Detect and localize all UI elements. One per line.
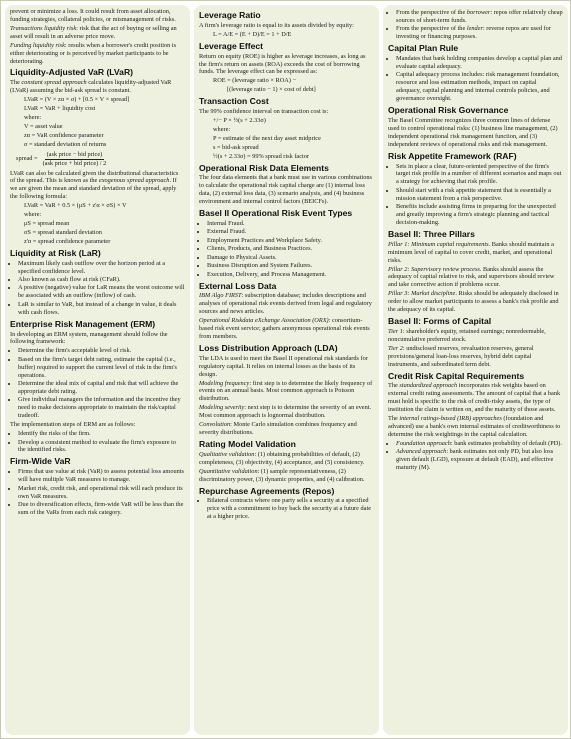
tier-1-term: Tier 1 — [388, 327, 403, 335]
crc-list — [388, 440, 563, 472]
lar-heading: Liquidity at Risk (LaR) — [10, 247, 101, 258]
list-item: • Sets in place a clear, future-oriented perspective of the firm's target risk profile in a number of different scenarios and maps out a strategy for achieving that risk profile. — [396, 163, 563, 187]
rmv-ql-def: : (1) obtaining probabilities of default, (2) completeness, (3) objectivity, (4) acceptance, and (5) consistency. — [199, 450, 365, 466]
rmv-qualitative — [199, 451, 374, 467]
list-item: • Based on the firm's target debt rating, estimate the capital (i.e., buffer) required to support the current level of risk in the firm's operations. — [18, 356, 185, 380]
tc-where: where: — [213, 125, 231, 133]
list-item: • Execution, Delivery, and Process Management. — [207, 271, 374, 279]
lvar-equation-3: LVaR = VaR + 0.5 × (μS + z'α × σS) × V — [24, 202, 127, 210]
list-item: • Should start with a risk appetite statement that is essentially a mission statement from a risk perspective. — [396, 187, 563, 203]
tier-2-term: Tier 2 — [388, 344, 403, 352]
spread-formula — [10, 151, 185, 168]
flr-paragraph — [10, 42, 185, 66]
list-item: • Clients, Products, and Business Practices. — [207, 245, 374, 253]
tlr-paragraph — [10, 25, 185, 41]
tc-def-2: s = bid-ask spread — [213, 143, 259, 151]
spread-numerator: (ask price − bid price) — [46, 150, 103, 158]
lda-convolution — [199, 421, 374, 437]
transaction-cost-text: The 99% confidence interval on transaction cost is: — [199, 108, 329, 116]
leverage-effect-equation-2: [(leverage ratio − 1) × cost of debt] — [227, 86, 316, 94]
repo-term: borrower — [466, 9, 491, 16]
cpr-list — [388, 55, 563, 103]
list-item: • Employment Practices and Workplace Safety. — [207, 237, 374, 245]
lvar-paragraph-1 — [10, 79, 185, 95]
tier-1-def: : shareholder's equity, retained earnings; nonredeemable, noncumulative preferred stock. — [388, 327, 546, 343]
org-heading: Operational Risk Governance — [388, 105, 509, 116]
pillar-2-def: . Banks should assess the adequacy of capital relative to risk, and supervisors should review and take corrective action if problems occur. — [388, 265, 555, 289]
tier-1 — [388, 328, 563, 344]
list-item: • Determine the firm's acceptable level of risk. — [18, 347, 185, 355]
lda-cv-term: Convolution — [199, 421, 231, 429]
basel2-events-list — [199, 220, 374, 278]
eld-paragraph-2 — [199, 317, 374, 341]
eld-p1-term: IBM Algo FIRST — [199, 292, 242, 300]
forms-of-capital-heading: Basel II: Forms of Capital — [388, 316, 492, 327]
pillar-1 — [388, 241, 563, 265]
def-za: zα = VaR confidence parameter — [24, 131, 104, 139]
crc-p1-a: The — [388, 382, 400, 390]
lvar-paragraph-2 — [10, 170, 185, 202]
pillar-3 — [388, 290, 563, 314]
erm-intro: In developing an ERM system, management should follow the following framework: — [10, 330, 168, 346]
raf-heading: Risk Appetite Framework (RAF) — [388, 150, 517, 161]
list-item — [396, 25, 563, 41]
repo-list — [199, 497, 374, 521]
where-label-1: where: — [24, 114, 42, 122]
pillar-2-term: Pillar 2: Supervisory review process — [388, 265, 480, 273]
erm-impl: The implementation steps of ERM are as follows: — [10, 421, 136, 429]
list-item: • Firms that use value at risk (VaR) to assess potential loss amounts will have multiple VaR measures to manage. — [18, 468, 185, 484]
repo-pre: From the perspective of the — [396, 25, 467, 33]
crc-p1-term: standardized approach — [399, 382, 458, 390]
list-item: • Internal Fraud. — [207, 220, 374, 228]
lvar-p2-b: . If we are given the mean and standard deviation of the spread, apply the following formula: — [10, 177, 177, 201]
spread-lhs: spread = — [16, 155, 38, 163]
ord-text: The four data elements that a bank must use in various combinations to calculate the operational risk capital charge are (1) internal loss data, (2) external loss data, (3) scenario analysis, and (4) business environment and internal control factors (BEICFs). — [199, 174, 372, 206]
def-v: V = asset value — [24, 122, 63, 130]
crc-p1-b: incorporates risk weights based on external credit rating assessments. The amount of capital that a bank must hold is specific to the risk of credit-risky assets, the type of institution the claim is written on, and the maturity of those assets. — [388, 382, 561, 414]
lda-ms-term: Modeling severity — [199, 404, 245, 412]
rmv-qn-term: Quantitative validation — [199, 467, 258, 475]
list-item: • Capital adequacy process includes: risk management foundation, resource and loss estimation methods, impact on capital adequacy, capital planning and internal controls policies, and governance oversight. — [396, 71, 563, 103]
list-item: • External Fraud. — [207, 228, 374, 236]
list-item: • Also known as cash flow at risk (CFaR). — [18, 276, 185, 284]
def-zpa: z'α = spread confidence parameter — [24, 237, 111, 245]
erm-impl-list — [10, 430, 185, 454]
crc-item-term: Foundation approach — [396, 439, 451, 447]
lar-list — [10, 260, 185, 317]
def-mus: μS = spread mean — [24, 220, 70, 228]
lvar-p1-term: constant spread approach — [21, 79, 87, 87]
repo-pre: From the perspective of the — [396, 9, 467, 16]
eld-p1-def: : subscription database; includes descriptions and analyses of operational risk events derived from legal and regulatory sources and news articles. — [199, 292, 372, 316]
eld-heading: External Loss Data — [199, 280, 277, 291]
column-2 — [194, 5, 379, 735]
lda-mf-def: : first step is to determine the likely frequency of events on an annual basis. Most common approach is Poisson distribution. — [199, 379, 373, 403]
crc-p2-a: The — [388, 415, 400, 423]
repo-term: lender — [466, 25, 483, 33]
tc-def-1: P = estimate of the next day asset midprice — [213, 134, 321, 142]
lvar-equation-1: LVaR = (V × zα × σ) + [0.5 × V × spread] — [24, 96, 130, 104]
eld-p2-def: : consortium-based risk event service; gathers anonymous operational risk events from members. — [199, 317, 370, 340]
lvar-p2-a: LVaR can also be calculated given the distributional characteristics of the spread. This is known as the — [10, 169, 179, 185]
list-item — [396, 440, 563, 448]
list-item: • Develop a consistent method to evaluate the firm's exposure to the identified risks. — [18, 439, 185, 455]
crc-item-term: Advanced approach — [396, 448, 447, 456]
list-item: • Determine the ideal mix of capital and risk that will achieve the appropriate debt rating. — [18, 380, 185, 396]
flr-def: : results when a borrower's credit position is either deteriorating or is perceived by market participants to be deteriorating. — [10, 41, 177, 65]
cpr-heading: Capital Plan Rule — [388, 43, 459, 54]
spread-fraction — [41, 151, 109, 168]
three-pillars-heading: Basel II: Three Pillars — [388, 228, 475, 239]
raf-list — [388, 163, 563, 227]
lda-text: The LDA is used to meet the Basel II operational risk standards for regulatory capital. It relies on internal losses as the basis of its design. — [199, 354, 368, 378]
rmv-heading: Rating Model Validation — [199, 439, 296, 449]
list-item: • LaR is similar to VaR, but instead of a change in value, it deals with cash flows. — [18, 301, 185, 317]
list-item: • Identify the risks of the firm. — [18, 430, 185, 438]
eld-paragraph-1 — [199, 292, 374, 316]
eld-p2-term: Operational Riskdata eXchange Association (ORX) — [199, 317, 329, 325]
lda-heading: Loss Distribution Approach (LDA) — [199, 342, 338, 353]
rmv-quantitative — [199, 468, 374, 484]
tlr-def: : risk that the act of buying or selling an asset will result in an adverse price move. — [10, 24, 177, 40]
lvar-p2-term: exogenous spread approach — [98, 177, 170, 185]
list-item — [396, 9, 563, 25]
where-label-2: where: — [24, 211, 42, 219]
crc-heading: Credit Risk Capital Requirements — [388, 370, 525, 381]
tier-2-def: : undisclosed reserves, revaluation reserves, general provisions/general loan-loss reserves, hybrid debt capital instruments, and subordinated term debt. — [388, 344, 534, 368]
list-item: • Maximum likely cash outflow over the horizon period at a specified confidence level. — [18, 260, 185, 276]
rmv-ql-term: Qualitative validation — [199, 450, 255, 458]
leverage-effect-text: Return on equity (ROE) is higher as leverage increases, as long as the firm's return on assets (ROA) exceeds the cost of borrowing funds. The leverage effect can be expressed as: — [199, 52, 366, 76]
pillar-2 — [388, 266, 563, 290]
ord-heading: Operational Risk Data Elements — [199, 162, 329, 173]
leverage-ratio-text: A firm's leverage ratio is equal to its assets divided by equity: — [199, 21, 354, 29]
list-item: • Mandates that bank holding companies develop a capital plan and evaluate capital adequacy. — [396, 55, 563, 71]
erm-list — [10, 347, 185, 420]
list-item: • Bilateral contracts where one party sells a security at a specified price with a commitment to buy back the security at a future date at a higher price. — [207, 497, 374, 521]
column-1 — [5, 5, 190, 735]
flr-term: Funding liquidity risk — [10, 41, 65, 49]
repo-list-continued — [388, 9, 563, 41]
lda-mf-term: Modeling frequency — [199, 379, 250, 387]
lda-frequency — [199, 380, 374, 404]
column-3 — [383, 5, 568, 735]
crc-item-def: : bank estimates probability of default (PD). — [450, 439, 562, 447]
list-item: • A positive (negative) value for LaR means the worst outcome will be associated with an outflow (inflow) of cash. — [18, 284, 185, 300]
lvar-p1-a: The — [10, 79, 22, 87]
list-item: • Market risk, credit risk, and operational risk will each produce its own VaR measures. — [18, 485, 185, 501]
lda-ms-def: : next step is to determine the severity of an event. Most common approach is lognormal distribution. — [199, 404, 372, 420]
pillar-3-term: Pillar 3: Market discipline — [388, 290, 456, 298]
pillar-3-def: . Risks should be adequately disclosed in order to allow market participants to assess a bank's risk profile and the adequacy of its capital. — [388, 290, 559, 314]
list-item: • Damage to Physical Assets. — [207, 254, 374, 262]
list-item: • Benefits include assisting firms in preparing for the unexpected and greatly improving a firm's strategic planning and tactical decision-making. — [396, 203, 563, 227]
repo-post: : reverse repos are used for investing or financing purposes. — [396, 25, 551, 41]
rmv-qn-def: : (1) sample representativeness, (2) discriminatory power, (3) dynamic properties, and (4) calibration. — [199, 467, 365, 483]
basel2-events-heading: Basel II Operational Risk Event Types — [199, 208, 353, 219]
lda-cv-def: : Monte Carlo simulation combines frequency and severity distributions. — [199, 421, 357, 437]
tlr-term: Transactions liquidity risk — [10, 24, 77, 32]
list-item — [396, 448, 563, 472]
leverage-effect-equation-1: ROE = (leverage ratio × ROA) − — [213, 77, 297, 85]
tc-def-3: ½(s + 2.33σ) = 99% spread risk factor — [213, 152, 310, 160]
erm-heading: Enterprise Risk Management (ERM) — [10, 318, 156, 329]
org-text: The Basel Committee recognizes three common lines of defense used to control operational risks: (1) business line management, (2) independent operational risk management function, and (3) independent reviews of operational risks and risk management. — [388, 116, 558, 148]
crc-paragraph-1 — [388, 382, 563, 414]
list-item: • Give individual managers the information and the incentive they need to make decisions appropriate to maintain the risk/capital tradeoff. — [18, 396, 185, 420]
list-item: • Business Disruption and System Failures. — [207, 262, 374, 270]
spread-denominator: (ask price + bid price) / 2 — [42, 159, 107, 167]
def-sigma: σ = standard deviation of returns — [24, 140, 107, 148]
tier-2 — [388, 345, 563, 369]
crc-p2-b: (foundation and advanced) use a bank's own internal estimates of creditworthiness to determine the risk weightings in the capital calculation. — [388, 415, 561, 438]
leverage-ratio-heading: Leverage Ratio — [199, 10, 261, 20]
transaction-cost-equation: +/− P × ½(s + 2.33σ) — [213, 117, 266, 124]
pillar-1-def: . Banks should maintain a minimum level of capital to cover credit, market, and operational risks. — [388, 240, 554, 264]
lda-severity — [199, 404, 374, 420]
lvar-equation-2: LVaR = VaR + liquidity cost — [24, 105, 96, 113]
crc-p2-term: internal ratings-based (IRB) approaches — [399, 415, 502, 423]
intro-text: prevent or minimize a loss. It could result from asset allocation, funding strategies, collateral policies, or mismanagement of risks. — [10, 8, 176, 23]
lvar-heading: Liquidity-Adjusted VaR (LVaR) — [10, 67, 134, 78]
repo-heading: Repurchase Agreements (Repos) — [199, 485, 335, 496]
leverage-ratio-equation: L = A/E = (E + D)/E = 1 + D/E — [213, 30, 292, 38]
def-sigmas: σS = spread standard deviation — [24, 229, 102, 236]
list-item: • Due to diversification effects, firm-wide VaR will be less than the sum of the VaRs from each risk category. — [18, 501, 185, 517]
crc-item-def: : bank estimates not only PD, but also loss given default (LGD), exposure at default (EAD), and effective maturity (M). — [396, 448, 554, 472]
pillar-1-term: Pillar 1: Minimum capital requirements — [388, 240, 489, 248]
repo-post: : repos offer relatively cheap sources of short-term funds. — [396, 9, 563, 24]
crc-paragraph-2 — [388, 415, 563, 439]
fwvar-heading: Firm-Wide VaR — [10, 456, 71, 467]
fwvar-list — [10, 468, 185, 517]
leverage-effect-heading: Leverage Effect — [199, 40, 264, 51]
lvar-p1-b: calculates liquidity-adjusted VaR (LVaR) assuming the bid-ask spread is constant. — [10, 79, 172, 95]
transaction-cost-heading: Transaction Cost — [199, 96, 269, 107]
